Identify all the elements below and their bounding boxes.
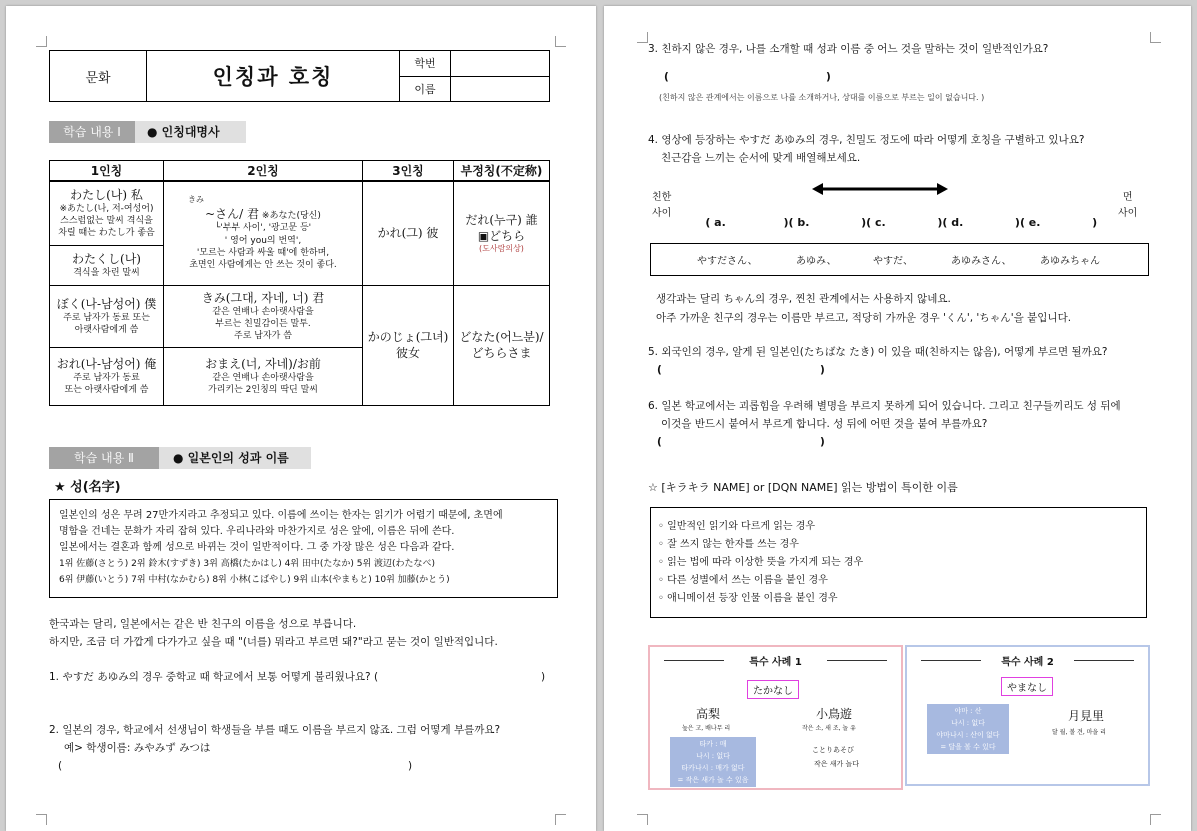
section-tag: 학습 내용 Ⅱ — [49, 447, 159, 469]
kirakira-heading: ☆ [キラキラ NAME] or [DQN NAME] 읽는 방법이 특이한 이름 — [648, 481, 958, 494]
answer-blank-6[interactable] — [667, 434, 817, 450]
answer-blank-3[interactable] — [674, 69, 822, 85]
question-1: 1. やすだ あゆみ의 경우 중학교 때 학교에서 보통 어떻게 불리웠나요? ( — [49, 671, 379, 683]
kanji-name: 小鳥遊 — [816, 707, 853, 721]
case-title: 특수 사례 2 — [1001, 657, 1054, 668]
choice-item: やすださん、 — [697, 256, 758, 267]
table-cell: ぼく(나-남성어) 僕 주로 남자가 동료 또는 아랫사람에게 씀 — [50, 285, 164, 347]
double-arrow-icon — [812, 182, 948, 196]
divider — [664, 660, 724, 661]
case-title: 특수 사례 1 — [749, 657, 802, 668]
slot[interactable]: )( e. — [1007, 216, 1041, 229]
reading-kana: やまなし — [1001, 677, 1053, 696]
choice-item: あゆみちゃん — [1040, 256, 1100, 267]
table-cell: おれ(나-남성어) 俺 주로 남자가 동료 또는 아랫사람에게 씀 — [50, 347, 164, 405]
worksheet-title: 인칭과 호칭 — [147, 51, 400, 102]
note-line: 생각과는 달리 ちゃん의 경우, 찐친 관계에서는 사용하지 않네요. — [656, 293, 951, 305]
question-5: 5. 외국인의 경우, 알게 된 일본인(たちばな たき) 이 있을 때(친하지는 않음), 어떻게 부르면 될까요? — [648, 346, 1108, 358]
answer-paren: ) — [408, 760, 413, 772]
table-cell: だれ(누구) 誰 ▣どちら (도사람의상) — [454, 181, 550, 285]
section-band-1 — [49, 121, 246, 143]
pronoun-table — [49, 160, 550, 406]
divider — [827, 660, 887, 661]
crop-mark — [637, 814, 648, 825]
list-item: ◦ 다른 성별에서 쓰는 이름을 붙인 경우 — [658, 575, 828, 586]
answer-paren: ( — [657, 364, 662, 376]
answer-paren: ) — [826, 71, 831, 83]
divider — [1074, 660, 1134, 661]
special-case-1 — [648, 645, 903, 790]
table-cell: かのじょ(그녀) 彼女 — [363, 285, 454, 405]
kanji-meaning: 달 월, 볼 견, 마을 리 — [1052, 729, 1106, 736]
col-header: 부정칭(不定称) — [454, 161, 550, 182]
table-cell: わたくし(나) 격식을 차린 말씨 — [50, 245, 164, 285]
surname-info-box — [49, 499, 558, 598]
slot[interactable]: )( d. — [929, 216, 964, 229]
question-2-example: 예> 학생이름: みやみず みつは — [64, 742, 211, 754]
section-tag: 학습 내용 Ⅰ — [49, 121, 135, 143]
subject-label: 문화 — [50, 51, 147, 102]
answer-paren: ) — [820, 436, 825, 448]
answer-paren: ) — [820, 364, 825, 376]
info-line: 명함을 건네는 문화가 자리 잡혀 있다. 우리나라와 마찬가지로 성은 앞에, 이름은 뒤에 쓴다. — [59, 526, 455, 537]
answer-blank-1[interactable] — [406, 669, 538, 685]
col-header: 2인칭 — [164, 161, 363, 182]
name-field[interactable] — [451, 76, 550, 102]
distant-label: 먼 사이 — [1118, 192, 1138, 219]
list-item: ◦ 애니메이션 등장 인물 이름을 붙인 경우 — [658, 593, 838, 604]
info-line: 일본인의 성은 무려 27만가지라고 추정되고 있다. 이름에 쓰이는 한자는 읽기가 어렵기 때문에, 초면에 — [59, 510, 503, 521]
name-label: 이름 — [400, 76, 451, 102]
crop-mark — [637, 32, 648, 43]
question-6-sub: 이것을 반드시 붙여서 부르게 합니다. 성 뒤에 어떤 것을 붙여 부를까요? — [661, 418, 988, 430]
note-line: 아주 가까운 친구의 경우는 이름만 부르고, 적당히 가까운 경우 'くん', 'ちゃん'을 붙입니다. — [656, 312, 1072, 324]
question-3-note: (친하지 않은 관계에서는 이름으로 나를 소개하거나, 상대를 이름으로 부르는 일이 없습니다. ) — [659, 93, 985, 102]
col-header: 1인칭 — [50, 161, 164, 182]
question-6: 6. 일본 학교에서는 괴롭힘을 우려해 별명을 부르지 못하게 되어 있습니다. 그리고 친구들끼리도 성 뒤에 — [648, 400, 1121, 412]
table-cell: どなた(어느분)/ どちらさま — [454, 285, 550, 405]
table-cell: わたし(나) 私 ※あたし(나, 저-여성어) 스스럼없는 말씨 격식을 차릴 때는 わたし가 좋음 — [50, 181, 164, 245]
list-item: ◦ 일반적인 읽기와 다르게 읽는 경우 — [658, 521, 816, 532]
crop-mark — [1150, 814, 1161, 825]
crop-mark — [555, 814, 566, 825]
special-case-2 — [905, 645, 1150, 786]
kanji-meaning: 높은 고, 배나무 리 — [682, 725, 731, 732]
ranking-line: 1위 佐藤(さとう) 2위 鈴木(すずき) 3위 高橋(たかはし) 4위 田中(たなか) 5위 渡辺(わたなべ) — [59, 559, 436, 569]
question-2: 2. 일본의 경우, 학교에서 선생님이 학생들을 부를 때도 이름을 부르지 않죠. 그럼 어떻게 부를까요? — [49, 724, 501, 736]
meaning-box: 야마 : 산 나시 : 없다 야마나시 : 산이 없다 = 달을 볼 수 있다 — [927, 704, 1009, 754]
surname-heading: ★ 성(名字) — [54, 480, 121, 495]
choice-box — [650, 243, 1149, 276]
list-item: ◦ 잘 쓰지 않는 한자를 쓰는 경우 — [658, 539, 799, 550]
worksheet-page-right — [604, 6, 1191, 831]
ranking-slots — [690, 203, 1097, 242]
answer-paren: ) — [541, 671, 546, 683]
crop-mark — [1150, 32, 1161, 43]
table-cell: きみ ~さん/ 君 ※あなた(당신) └'부부 사이', '광고문 등' ' 영어 you의 번역', '모르는 사람과 싸울 때'에 한하며, 초면인 사람에게는 안 쓰는 것이 좋다. — [164, 181, 363, 285]
reading-kana: たかなし — [747, 680, 799, 699]
close-label: 친한 사이 — [652, 192, 672, 219]
section-band-2 — [49, 447, 311, 469]
answer-blank-5[interactable] — [667, 362, 817, 378]
slot[interactable]: ( a. — [705, 216, 726, 229]
crop-mark — [555, 36, 566, 47]
choice-item: やすだ、 — [873, 256, 913, 267]
answer-blank-2[interactable] — [68, 758, 404, 774]
answer-paren: ( — [664, 71, 669, 83]
paragraph: 하지만, 조금 더 가깝게 다가가고 싶을 때 "(너를) 뭐라고 부르면 돼?"라고 묻는 것이 일반적입니다. — [49, 636, 498, 648]
question-3: 3. 친하지 않은 경우, 나를 소개할 때 성과 이름 중 어느 것을 말하는 것이 일반적인가요? — [648, 43, 1049, 55]
col-header: 3인칭 — [363, 161, 454, 182]
crop-mark — [36, 814, 47, 825]
question-4: 4. 영상에 등장하는 やすだ あゆみ의 경우, 친밀도 정도에 따라 어떻게 호칭을 구별하고 있나요? — [648, 134, 1085, 146]
section-title: ● 일본인의 성과 이름 — [173, 451, 289, 465]
kanji-meaning: 작은 소, 새 조, 놀 유 — [802, 725, 856, 732]
kanji-name: 高梨 — [696, 707, 721, 721]
slot[interactable]: )( c. — [853, 216, 886, 229]
table-cell: おまえ(너, 자네)/お前 같은 연배나 손아랫사람을 가리키는 2인칭의 딱딘 말씨 — [164, 347, 363, 405]
kanji-name: 月見里 — [1068, 709, 1105, 723]
slot[interactable]: ) — [1084, 216, 1098, 229]
slot[interactable]: )( b. — [775, 216, 810, 229]
list-item: ◦ 읽는 법에 따라 이상한 뜻을 가지게 되는 경우 — [658, 557, 864, 568]
kirakira-list — [650, 507, 1147, 618]
answer-paren: ( — [657, 436, 662, 448]
student-number-label: 학번 — [400, 51, 451, 77]
worksheet-header — [49, 50, 550, 102]
student-number-field[interactable] — [451, 51, 550, 77]
table-cell: かれ(그) 彼 — [363, 181, 454, 285]
meaning-box: 타카 : 매 나시 : 없다 타카나시 : 매가 없다 = 작은 새가 놀 수 있음 — [670, 737, 756, 787]
question-4-sub: 친근감을 느끼는 순서에 맞게 배열해보세요. — [661, 152, 861, 164]
choice-item: あゆみ、 — [796, 256, 837, 267]
reading-note: ことりあそび — [812, 746, 854, 754]
ranking-line: 6위 伊藤(いとう) 7위 中村(なかむら) 8위 小林(こばやし) 9위 山本(やまもと) 10위 加藤(かとう) — [59, 575, 450, 585]
choice-item: あゆみさん、 — [951, 256, 1012, 267]
divider — [921, 660, 981, 661]
paragraph: 한국과는 달리, 일본에서는 같은 반 친구의 이름을 성으로 부릅니다. — [49, 618, 357, 630]
answer-paren: ( — [58, 760, 63, 772]
section-title: ● 인칭대명사 — [147, 125, 220, 139]
reading-note: 작은 새가 놀다 — [814, 760, 860, 768]
table-cell: きみ(그대, 자네, 너) 君 같은 연배나 손아랫사람을 부르는 친밀감이든 말투. 주로 남자가 씀 — [164, 285, 363, 347]
crop-mark — [36, 36, 47, 47]
info-line: 일본에서는 결혼과 함께 성으로 바뀌는 것이 일반적이다. 그 중 가장 많은 성은 다음과 같다. — [59, 542, 455, 553]
worksheet-page-left — [6, 6, 596, 831]
